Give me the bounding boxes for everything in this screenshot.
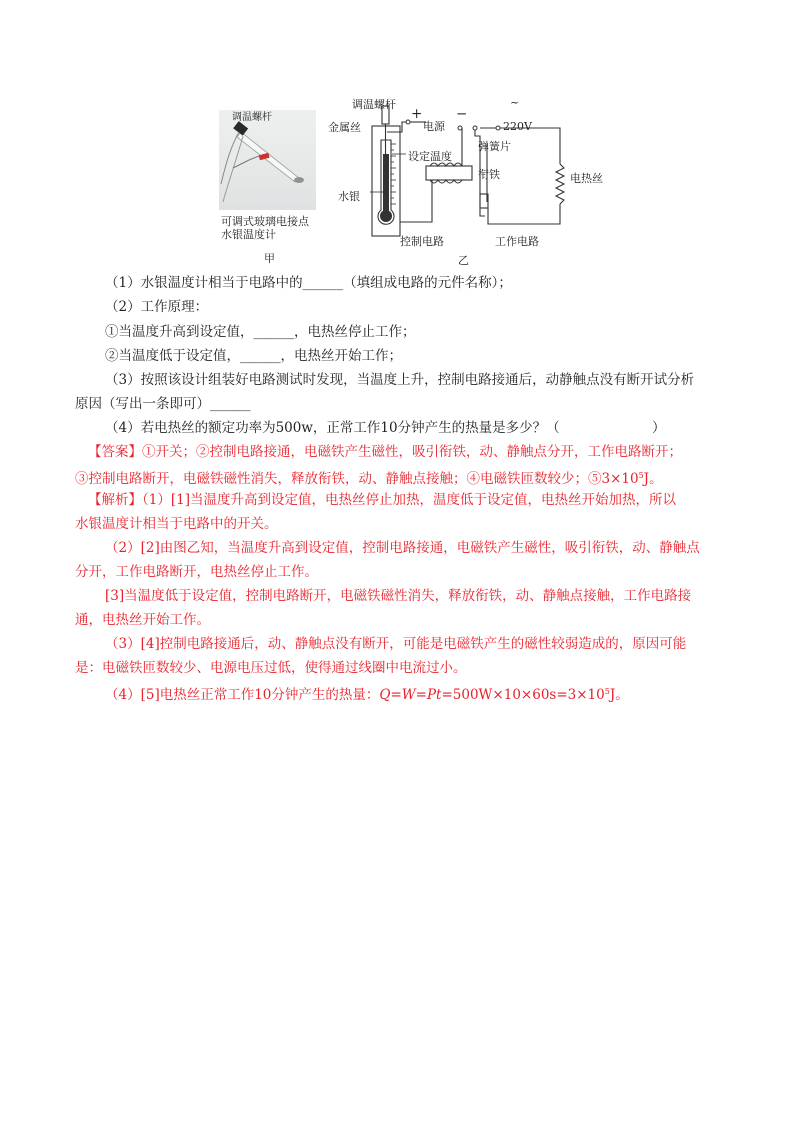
- photo-bottom-label-1: 可调式玻璃电接点: [221, 215, 309, 228]
- label-voltage: 220V: [503, 120, 532, 133]
- answer-line-2: [75, 468, 663, 487]
- analysis-p4-line-2: 是：电磁铁匝数较少、电源电压过低，使得通过线圈中电流过小。: [75, 660, 467, 676]
- question-2b: ②当温度低于设定值，______，电热丝开始工作；: [105, 348, 402, 364]
- analysis-p3-line-1: [3]当温度低于设定值，控制电路断开，电磁铁磁性消失，释放衔铁，动、静触点接触，工作电路接: [105, 588, 692, 604]
- label-power-source: 电源: [423, 120, 445, 133]
- analysis-p1-line-2: 水银温度计相当于电路中的开关。: [75, 516, 278, 532]
- analysis-p5: [105, 684, 629, 703]
- answer-line-1: [88, 444, 682, 460]
- analysis-p5-tail: J。: [609, 687, 629, 703]
- electromagnet-core: [426, 166, 472, 180]
- label-metal-wire: 金属丝: [328, 121, 361, 134]
- label-armature: 衔铁: [478, 168, 500, 181]
- analysis-p3-line-2: 通，电热丝开始工作。: [75, 612, 210, 628]
- label-adjust-screw: 调温螺杆: [352, 98, 396, 111]
- question-2a: ①当温度升高到设定值，______，电热丝停止工作；: [105, 324, 416, 340]
- question-3-line-2: 原因（写出一条即可）______: [75, 396, 251, 412]
- analysis-p2-line-2: 分开，工作电路断开，电热丝停止工作。: [75, 564, 318, 580]
- analysis-p2-line-1: （2）[2]由图乙知，当温度升高到设定值，控制电路接通，电磁铁产生磁性，吸引衔铁，动、静触点: [105, 540, 700, 556]
- question-4: （4）若电热丝的额定功率为500w，正常工作10分钟产生的热量是多少？（: [105, 420, 560, 436]
- question-2: （2）工作原理：: [105, 299, 209, 315]
- question-3-line-1: （3）按照该设计组装好电路测试时发现，当温度上升，控制电路接通后，动静触点没有断开试分析: [105, 372, 695, 388]
- label-set-temperature: 设定温度: [408, 150, 452, 163]
- analysis-p5-mid: =500W×10×60s=3×10: [441, 687, 605, 703]
- circuit-diagram: [330, 92, 580, 252]
- answer-label: 【答案】: [88, 444, 142, 460]
- label-spring-strip: 弹簧片: [478, 140, 511, 153]
- label-ac-symbol: ~: [510, 96, 520, 109]
- thermometer-photo-illustration: [219, 110, 316, 210]
- question-4-close: ）: [652, 420, 666, 436]
- thermometer-photo: [219, 110, 316, 210]
- label-control-circuit: 控制电路: [400, 235, 444, 248]
- analysis-label: 【解析】: [88, 492, 142, 508]
- analysis-p1-line-1: [88, 492, 676, 508]
- figure-caption-right: 乙: [458, 254, 469, 267]
- question-1: （1）水银温度计相当于电路中的______（填组成电路的元件名称）；: [105, 275, 512, 291]
- answer-exponent: 5: [638, 471, 644, 480]
- analysis-p1-text: （1）[1]当温度升高到设定值，电热丝停止加热，温度低于设定值，电热丝开始加热，所以: [142, 492, 676, 508]
- analysis-p5-text: （4）[5]电热丝正常工作10分钟产生的热量：: [105, 687, 380, 703]
- label-plus: +: [411, 106, 423, 122]
- photo-bottom-label-2: 水银温度计: [221, 228, 276, 241]
- label-mercury: 水银: [338, 190, 360, 203]
- label-heater: 电热丝: [570, 172, 603, 185]
- analysis-p4-line-1: （3）[4]控制电路接通后，动、静触点没有断开，可能是电磁铁产生的磁性较弱造成的，原因可能: [105, 636, 687, 652]
- label-work-circuit: 工作电路: [495, 235, 539, 248]
- heater-resistor: [556, 164, 564, 204]
- answer-text-2: ③控制电路断开，电磁铁磁性消失，释放衔铁，动、静触点接触；④电磁铁匝数较少；⑤3×10: [75, 471, 639, 487]
- label-minus: −: [456, 106, 468, 122]
- figure-caption-left: 甲: [264, 252, 275, 265]
- answer-text-1: ①开关；②控制电路接通，电磁铁产生磁性，吸引衔铁，动、静触点分开，工作电路断开；: [142, 444, 682, 460]
- analysis-p5-exponent: 5: [604, 687, 610, 696]
- answer-text-2-tail: J。: [643, 471, 663, 487]
- analysis-p5-formula: Q=W=Pt: [379, 687, 442, 703]
- photo-top-label: 调温螺杆: [232, 112, 272, 123]
